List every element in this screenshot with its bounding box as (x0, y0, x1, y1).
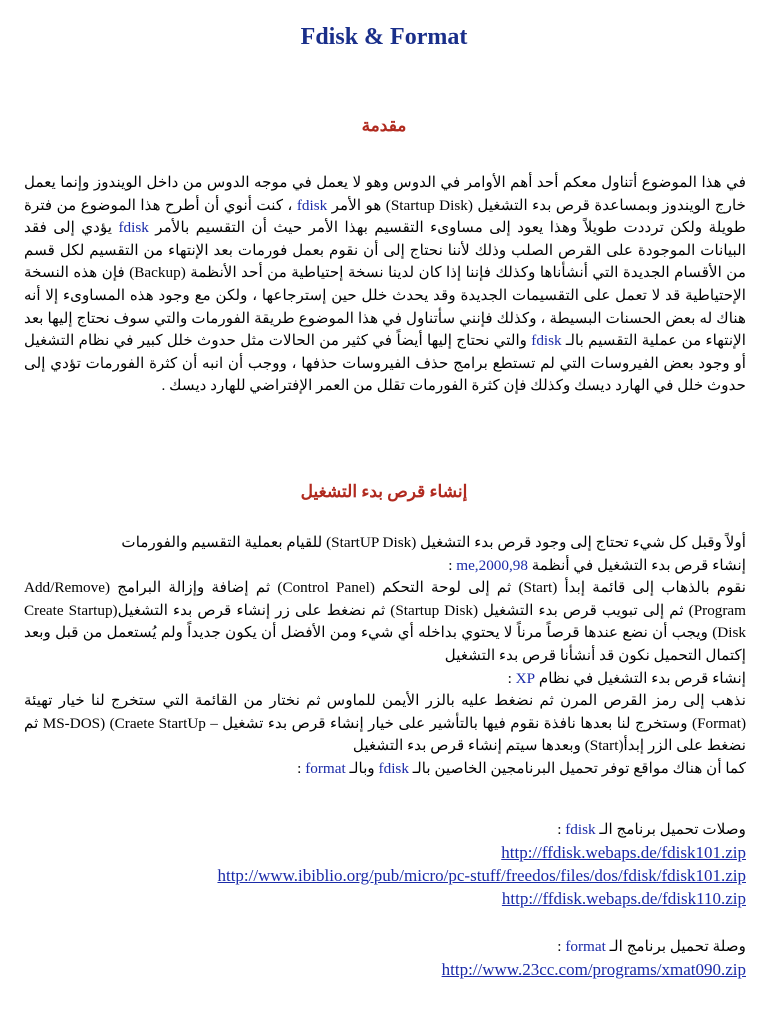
fdisk-downloads-label (24, 818, 746, 841)
startup-line-2 (24, 555, 746, 578)
format-download-link[interactable]: http://www.23cc.com/programs/xmat090.zip (441, 960, 746, 979)
fdisk-downloads-label-text: وصلات تحميل برنامج الـ (595, 821, 746, 838)
fdisk-download-link[interactable]: http://www.ibiblio.org/pub/micro/pc-stuff/freedos/files/dos/fdisk/fdisk101.zip (217, 866, 746, 885)
startup-line-3: نقوم بالذهاب إلى قائمة إبدأ (Start) ثم إلى لوحة التحكم (Control Panel) ثم إضافة وإزالة البرامج (Add/Remove Program) ثم إلى تبويب قرص بدء التشغيل (Startup Disk) ثم نضغط على زر إنشاء قرص بدء التشغيل(Create Startup Disk) ويجب أن نضع عندها قرصاً مرناً لا يحتوي بداخله أي شيء ومن الأفضل أن يكون جديداً ولم يُستعمل من قبل وبعد إكتمال التحميل نكون قد أنشأنا قرص بدء التشغيل (24, 579, 746, 664)
startup-line-6-colon: : (297, 759, 306, 777)
format-term: format (305, 759, 346, 777)
fdisk-download-link[interactable]: http://ffdisk.webaps.de/fdisk101.zip (501, 843, 746, 862)
fdisk-term: fdisk (565, 821, 596, 838)
format-term: format (565, 938, 606, 955)
startup-line-5: نذهب إلى رمز القرص المرن ثم نضغط عليه بالزر الأيمن للماوس ثم نختار من القائمة التي ستخرج لنا خيار تهيئة (Format) وستخرج لنا بعدها نافذة نقوم فيها بالتأشير على خيار إنشاء قرص بدء تشغيل – MS-DOS) (Craete StartUp ثم نضغط على الزر إبدأ(Start) وبعدها سيتم إنشاء قرص بدء التشغيل (24, 692, 746, 755)
intro-heading: مقدمة (361, 116, 407, 135)
format-downloads-label-text: وصلة تحميل برنامج الـ (605, 938, 746, 955)
intro-paragraph (24, 172, 746, 398)
startup-line-4 (24, 668, 746, 691)
startup-line-1: أولاً وقبل كل شيء تحتاج إلى وجود قرص بدء التشغيل (StartUP Disk) للقيام بعملية التقسيم والفورمات (121, 534, 746, 551)
fdisk-term: fdisk (531, 332, 562, 350)
fdisk-term: fdisk (118, 219, 149, 237)
fdisk-term: fdisk (296, 196, 328, 214)
format-downloads-label (24, 935, 746, 958)
os-versions: 98,me,2000 (456, 556, 528, 574)
startup-section (24, 532, 746, 781)
startup-line-2-colon: : (448, 556, 457, 574)
startup-line-6-text-c: وبالـ (345, 759, 379, 777)
format-downloads-label-colon: : (557, 938, 566, 955)
xp-term: XP (515, 669, 536, 687)
intro-text-b: ، كنت أنوي أن أطرح هذا الموضوع من فترة طويلة ولكن ترددت طويلاً وهذا يعود إلى مساوىء التقسيم بهذا الأمر حيث أن التقسيم بالأمر (24, 196, 746, 237)
startup-heading: إنشاء قرص بدء التشغيل (300, 482, 468, 501)
fdisk-downloads-label-colon: : (557, 821, 566, 838)
startup-line-6-text-a: كما أن هناك مواقع توفر تحميل البرنامجين الخاصين بالـ (408, 759, 746, 777)
intro-text-c: يؤدي إلى فقد البيانات الموجودة على القرص الصلب وذلك لأننا نحتاج إلى أن نقوم بعمل فورمات بعد الإنتهاء من التقسيم لكل قسم من الأقسام الجديدة التي أنشأناها وكذلك فإننا إذا كان لدينا نسخة إحتياطية من أحد الأنظمة (Backup) فإن هذه النسخة الإحتياطية قد لا تعمل على التقسيمات الجديدة وقد يحدث خلل حين إسترجاعها ، ولكن مع وجود هذه المساوىء إلا أنه هناك له بعض الحسنات البسيطة ، وكذلك فإنني سأتناول في هذا الموضوع طريقة الفورمات والتي سوف نحتاج إليها بعد الإنتهاء من عملية التقسيم بالـ (24, 219, 747, 350)
startup-line-2-text: إنشاء قرص بدء التشغيل في أنظمة (527, 556, 746, 574)
startup-line-4-colon: : (507, 669, 516, 687)
format-downloads (24, 935, 746, 981)
startup-line-6 (24, 758, 746, 781)
intro-text-a: في هذا الموضوع أتناول معكم أحد أهم الأوامر في الدوس وهو لا يعمل في موجه الدوس من داخل الويندوز وإنما يعمل خارج الويندوز وبمساعدة قرص بدء التشغيل (Startup Disk) هو الأمر (24, 174, 746, 214)
intro-text-d: والتي نحتاج إليها أيضاً في كثير من الحالات مثل حدوث خلل كبير في نظام التشغيل أو وجود بعض الفيروسات التي لم تستطع برامج حذف الفيروسات حذفها ، ووجب أن انبه أن كثرة الفورمات تؤدي إلى حدوث خلل في الهارد ديسك وكذلك فإن كثرة الفورمات تقلل من العمر الإفتراضي للهارد ديسك . (24, 332, 746, 395)
fdisk-downloads (24, 818, 746, 910)
fdisk-download-link[interactable]: http://ffdisk.webaps.de/fdisk110.zip (501, 889, 746, 908)
fdisk-term: fdisk (378, 759, 409, 777)
page-title: Fdisk & Format (300, 24, 468, 50)
startup-line-4-text: إنشاء قرص بدء التشغيل في نظام (535, 669, 746, 687)
